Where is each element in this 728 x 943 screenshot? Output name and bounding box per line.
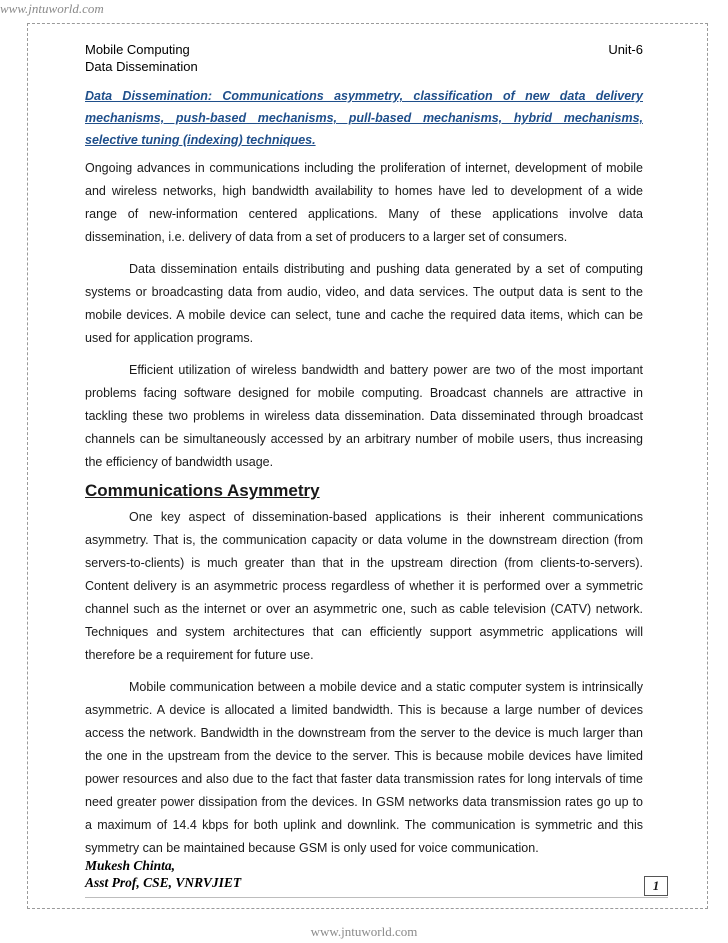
header-course-title: Mobile Computing (85, 42, 190, 57)
paragraph-1: Ongoing advances in communications including the proliferation of internet, development of mobile and wireless networks, high bandwidth availability to homes have led to development of a wide range of new-information centered applications. Many of these applications involve data dissemination, i.e. delivery of data from a set of producers to a larger set of consumers. (85, 161, 643, 244)
footer-divider (85, 897, 668, 898)
header-subtitle: Data Dissemination (85, 59, 198, 74)
section-paragraph-1: One key aspect of dissemination-based applications is their inherent communications asymmetry. That is, the communication capacity or data volume in the downstream direction (from servers-to-clients) is much greater than that in the upstream direction (from clients-to-servers). Content delivery is an asymmetric process regardless of whether it is performed over a symmetric channel such as the internet or over an asymmetric one, such as cable television (CATV) network. Techniques and system architectures that can efficiently support asymmetric applications will therefore be a requirement for future use. (85, 510, 643, 662)
author-title: Asst Prof, CSE, VNRVJIET (85, 875, 242, 890)
paragraph-3: Efficient utilization of wireless bandwidth and battery power are two of the most important problems facing software designed for mobile computing. Broadcast channels are attractive in tackling these two problems in wireless data dissemination. Data disseminated through broadcast channels can be simultaneously accessed by an arbitrary number of mobile users, thus increasing the efficiency of bandwidth usage. (85, 363, 643, 469)
page-content (85, 41, 643, 860)
paragraph-2: Data dissemination entails distributing and pushing data generated by a set of computing systems or broadcasting data from audio, video, and data services. The output data is sent to the mobile devices. A mobile device can select, tune and cache the required data items, which can be used for application programs. (85, 262, 643, 345)
section-paragraph-2: Mobile communication between a mobile device and a static computer system is intrinsically asymmetric. A device is allocated a limited bandwidth. This is because a large number of devices access the network. Bandwidth in the downstream from the server to the device is much larger than the one in the upstream from the device to the server. This is because mobile devices have limited power resources and also due to the fact that faster data transmission rates for long intervals of time need greater power dissipation from the devices. In GSM networks data transmission rates go up to a maximum of 14.4 kbps for both uplink and downlink. The communication is symmetric and this symmetry can be maintained because GSM is only used for voice communication. (85, 680, 643, 855)
page-number: 1 (644, 876, 668, 896)
header-unit: Unit-6 (608, 42, 643, 57)
topic-summary: Data Dissemination: Communications asymmetry, classification of new data delivery mechanisms, push-based mechanisms, pull-based mechanisms, hybrid mechanisms, selective tuning (indexing) techniques. (85, 89, 643, 147)
running-header (85, 41, 643, 58)
section-heading: Communications Asymmetry (85, 481, 320, 500)
watermark-bottom: www.jntuworld.com (310, 924, 418, 939)
watermark-top: www.jntuworld.com (0, 1, 104, 16)
author-name: Mukesh Chinta, (85, 858, 176, 873)
footer-author (85, 857, 241, 891)
